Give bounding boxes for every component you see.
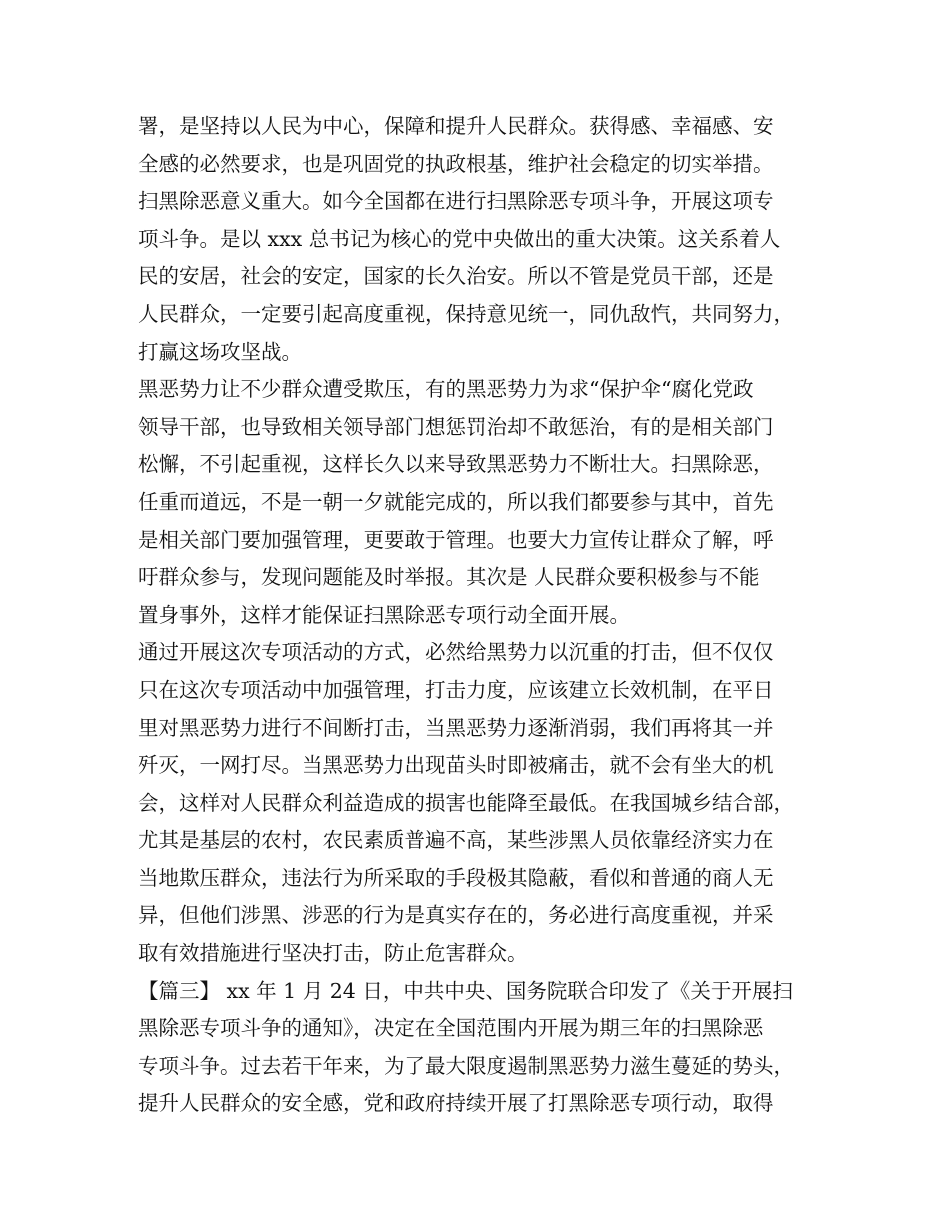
- text-line: 【篇三】 xx 年 1 月 24 日，中共中央、国务院联合印发了《关于开展扫: [138, 978, 793, 1003]
- text-line: 项斗争。是以 xxx 总书记为核心的党中央做出的重大决策。这关系着人: [138, 226, 781, 251]
- text-line: 任重而道远，不是一朝一夕就能完成的，所以我们都要参与其中，首先: [138, 489, 774, 514]
- text-line: 黑恶势力让不少群众遭受欺压，有的黑恶势力为求“保护伞“腐化党政: [138, 377, 754, 402]
- text-line: 通过开展这次专项活动的方式，必然给黑势力以沉重的打击，但不仅仅: [138, 640, 774, 665]
- text-line: 全感的必然要求，也是巩固党的执政根基，维护社会稳定的切实举措。: [138, 151, 774, 176]
- text-line: 吁群众参与，发现问题能及时举报。其次是 人民群众要积极参与不能: [138, 565, 760, 590]
- text-line: 署，是坚持以人民为中心，保障和提升人民群众。获得感、幸福感、安: [138, 114, 774, 138]
- text-line: 扫黑除恶意义重大。如今全国都在进行扫黑除恶专项斗争，开展这项专: [138, 189, 774, 214]
- text-line: 置身事外，这样才能保证扫黑除恶专项行动全面开展。: [138, 602, 630, 627]
- document-body: [138, 108, 858, 1123]
- text-line: 专项斗争。过去若干年来，为了最大限度遏制黑恶势力滋生蔓延的势头，: [138, 1053, 794, 1078]
- text-line: 当地欺压群众，违法行为所采取的手段极其隐蔽，看似和普通的商人无: [138, 865, 774, 890]
- text-line: 只在这次专项活动中加强管理，打击力度，应该建立长效机制，在平日: [138, 677, 774, 702]
- text-line: 里对黑恶势力进行不间断打击，当黑恶势力逐渐消弱，我们再将其一并: [138, 715, 774, 740]
- text-line: 人民群众，一定要引起高度重视，保持意见统一，同仇敌忾，共同努力，: [138, 301, 794, 326]
- text-line: 异，但他们涉黑、涉恶的行为是真实存在的，务必进行高度重视，并采: [138, 903, 774, 928]
- text-line: 取有效措施进行坚决打击，防止危害群众。: [138, 941, 528, 966]
- text-line: 民的安居，社会的安定，国家的长久治安。所以不管是党员干部，还是: [138, 264, 774, 289]
- text-line: 领导干部，也导致相关领导部门想惩罚治却不敢惩治，有的是相关部门: [138, 414, 774, 439]
- text-line: 是相关部门要加强管理，更要敢于管理。也要大力宣传让群众了解，呼: [138, 527, 774, 552]
- text-line: 黑除恶专项斗争的通知》，决定在全国范围内开展为期三年的扫黑除恶: [138, 1016, 764, 1041]
- text-line: 打赢这场攻坚战。: [138, 339, 302, 364]
- text-line: 尤其是基层的农村，农民素质普遍不高，某些涉黑人员依靠经济实力在: [138, 828, 774, 853]
- text-line: 提升人民群众的安全感，党和政府持续开展了打黑除恶专项行动，取得: [138, 1091, 774, 1116]
- text-line: 会，这样对人民群众利益造成的损害也能降至最低。在我国城乡结合部，: [138, 790, 794, 815]
- text-line: 歼灭，一网打尽。当黑恶势力出现苗头时即被痛击，就不会有坐大的机: [138, 753, 774, 778]
- text-line: 松懈，不引起重视，这样长久以来导致黑恶势力不断壮大。扫黑除恶，: [138, 452, 774, 477]
